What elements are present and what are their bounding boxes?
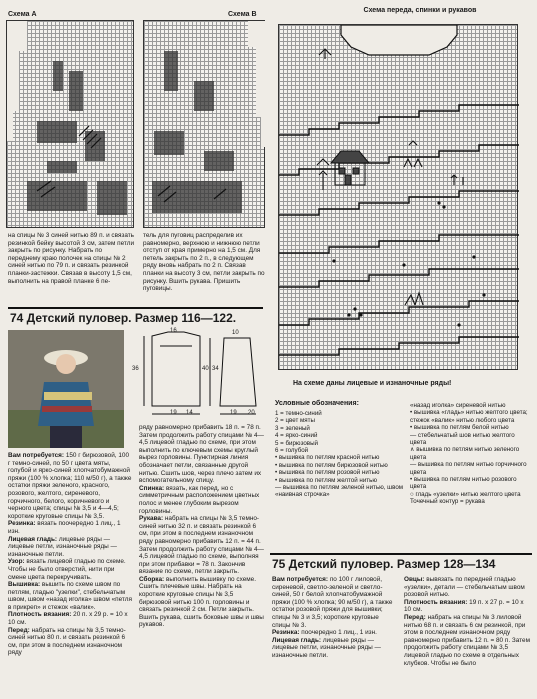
a75-rib: поочередно 1 лиц., 1 изн. [301,629,377,637]
legend-right [410,402,532,506]
a74-emb: вышить по схеме швом по петлям, гладью "узелки", стебельчатым швом, швом «назад иголка» швом «петля в прикреп» и стежок «валик». [8,581,132,611]
legend-item: 4 = ярко-синий [275,432,318,440]
legend-item: — стебельчатый шов нитью желтого цвета [410,431,515,447]
legend-item: 3 = зеленый [275,424,310,432]
legend-item: 5 = бирюзовый [275,439,318,447]
legend-item: • вышивка «гладь» нитью желтого цвета; стежок «валик» нитью любого цвета [410,409,528,424]
a75-needs: по 100 г лиловой, сиреневой, светло-зеленой и светло-синей, 50 г белой хлопчатобумажной пряжи (100 % хлопка; 90 м/50 г), а также остатки розовой пряжи для вышивки; спицы № 3 и 3,5; короткие круговые спицы № 3. [272,576,393,629]
article-74-title: 74 Детский пуловер. Размер 116—122. [10,311,237,325]
a75-rib-heading: Резинка: [272,629,300,637]
a75-dens-heading: Плотность вязания: [404,598,468,606]
a74-assembly-heading: Сборка: [139,575,165,583]
legend-item: • вышивка по петлям белой нитью [410,424,509,432]
a74-rib-heading: Резинка: [8,520,36,528]
article-75-col1 [272,576,398,660]
a74-dens: 20 п. x 29 р. = 10 x 10 см. [8,611,128,627]
measure-h: 40 [202,366,209,372]
scheme-a-chart [6,20,134,228]
legend-title: Условные обозначения: [275,400,359,407]
a75-owl: вывязать по передней гладью «узелки», детали — стебельчатым швом розовой нитью. [404,576,525,599]
measure-g: 14 [186,410,193,416]
a74-assembly: выполнить вышивку по схеме. Сшить плечевые швы. Набрать на короткие круговые спицы № 3,5 бирюзовой нитью 100 п. горловины и связать резинкой 2 см. Петли закрыть. Вшить рукава, сшить боковые швы и швы рукавов. [139,575,264,629]
a74-needs: 150 г бирюзовой, 100 г темно-синей, по 50 г цвета мяты, голубой и ярко-синей хлопчатобумажной пряжи (100 % хлопка; 110 м/50 г), а также остатки пряжи зеленого, красного, розового, желтого, сиреневого, горчичного, белого, коричневого и черного цвета; спицы № 3,5 и 4—4,5; короткие круговые спицы № 3,5. [8,452,132,520]
left-top-text: на спицы № 3 синей нитью 89 п. и связать резинкой бейку высотой 3 см, затем петли закрыть по рисунку. Набрать по переднему краю полочек на спицы № 2 синей нитью по 79 п. и связать резинкой планки-застежки. Связав в высоту 1,5 см, выполнить на правой планке 6 пе- [8,232,135,285]
legend-item: 1 = темно-синий [275,410,322,417]
child-photo [8,330,124,448]
a74-front: набрать на спицы № 3,5 темно-синей нитью 80 п. и связать резинкой 6 см, при этом в последнем изнаночном ряду [8,626,126,657]
a75-needs-heading: Вам потребуется: [272,576,329,583]
a74-back-heading: Спинка: [139,484,165,492]
title-75-bar [270,553,532,555]
legend-item: • вышивка по петлям красной нитью [275,454,380,462]
measure-d: 19 [230,410,237,416]
a75-face: лицевые ряды — лицевые петли, изнаночные ряды — изнаночные петли. [272,636,381,659]
a74-face-heading: Лицевая гладь: [8,535,58,543]
measure-a: 16 [170,328,177,334]
legend-item: • вышивка по петлям розовой нитью [275,469,380,477]
legend-item: 2 = цвет мяты [275,417,315,425]
measurement-diagram [130,328,266,420]
measure-c: 19 [170,410,177,416]
article-75-title: 75 Детский пуловер. Размер 128—134 [272,557,496,571]
legend-item: • вышивка по петлям желтой нитью [275,476,377,484]
a75-front: набрать на спицы № 3 лиловой нитью 68 п. и связать 6 см резинкой, при этом в последнем изнаночном ряду равномерно прибавить 12 п. = 80 п. Затем продолжить работу спицами № 3,5 лицевой гладью по схеме в отдельных клубков. Чтобы не было [404,613,530,667]
legend-item: • вышивка по петлям бирюзовой нитью [275,461,388,469]
a74-face: лицевые ряды — лицевые петли, изнаночные ряды — изнаночные петли. [8,535,117,558]
a75-dens: 19 п. x 27 р. = 10 x 10 см. [404,598,524,614]
a74-needs-heading: Вам потребуется: [8,452,65,459]
a74-dens-heading: Плотность вязания: [8,611,72,619]
legend-item: ∧ вышивка по петлям нитью зеленого цвета [410,446,520,461]
mid-top-text: тель для пуговиц распределив их равномерно, верхнюю и нижнюю петли отступ от края примерно на 1,5 см. Для петель закрыть по 2 п., в следующем ряду вновь набрать по 2 п. Связав планки на высоту 3 см, петли закрыть по рисунку. Вшить рукава. Пришить пуговицы. [143,232,265,293]
a74-sleeves: набрать на спицы № 3,5 темно-синей нитью 32 п. и связать резинкой 6 см, при этом в последнем изнаночном ряду равномерно прибавить 12 п. = 44 п. Затем продолжить работу спицами № 4—4,5 лицевой гладью по схеме, выполняя при этом прибавки = 78 п. Закончив вязание по схеме, петли закрыть. [139,515,264,576]
legend-item: 6 = голубой [275,447,309,455]
main-scheme-chart [278,24,518,370]
scheme-b-chart [143,20,265,228]
measure-e: 10 [232,330,239,336]
a74-back: вязать, как перед, но с симметричным расположением цветных полос и менее глубоким вырезом горловины. [139,484,260,515]
legend-left [275,410,407,499]
title-74-bar [8,307,263,309]
measure-f: 34 [212,366,219,372]
legend-item: — вышивка по петлям нитью горчичного цвета [410,461,527,476]
a74-rib: вязать поочередно 1 лиц., 1 изн. [8,520,121,535]
article-75-col2 [404,576,532,667]
scheme-a-label: Схема А [8,11,37,18]
pattern-note: На схеме даны лицевые и изнаночные ряды! [293,380,452,387]
measure-b: 36 [132,366,139,372]
article-74-col1 [8,452,132,657]
a75-face-heading: Лицевая гладь: [272,636,322,644]
legend-item: «назад иголка» сиреневой нитью [410,402,506,409]
a74-emb-heading: Вышивка: [8,581,41,589]
measure-i: 20 [248,410,255,416]
a74-front-heading: Перед: [8,626,30,634]
a74-sleeves-heading: Рукава: [139,515,164,523]
scheme-b-label: Схема В [228,11,257,18]
article-74-col2 [139,424,265,629]
a75-front-heading: Перед: [404,613,426,621]
a75-owl-heading: Овцы: [404,576,425,583]
a74-col2-text: ряду равномерно прибавить 18 п. = 78 п. Затем продолжить работу спицами № 4—4,5 лицевой гладью по схеме, при этом выполнить по ключевым схемы круглый вырез горловины. Пунктирная линия обозначает петли, связанные другой нитью. Сшить шов, через плечо затем их вспомогательному спицу. [139,424,264,485]
legend-item: Точечный контур = рукава [410,498,485,506]
legend-item: ○ гладь «узелки» нитью желтого цвета [410,490,521,498]
main-scheme-label: Схема переда, спинки и рукавов [363,7,477,14]
legend-item: • вышивка по петлям нитью розового цвета [410,476,517,491]
a74-pattern-heading: Узор: [8,558,25,566]
a74-pattern: вязать лицевой гладью по схеме. Чтобы не было отверстий, нити при смене цвета перекручивать. [8,558,126,581]
legend-item: — вышивка по петлям зеленой нитью, швом «наивная строчка» [275,484,404,499]
